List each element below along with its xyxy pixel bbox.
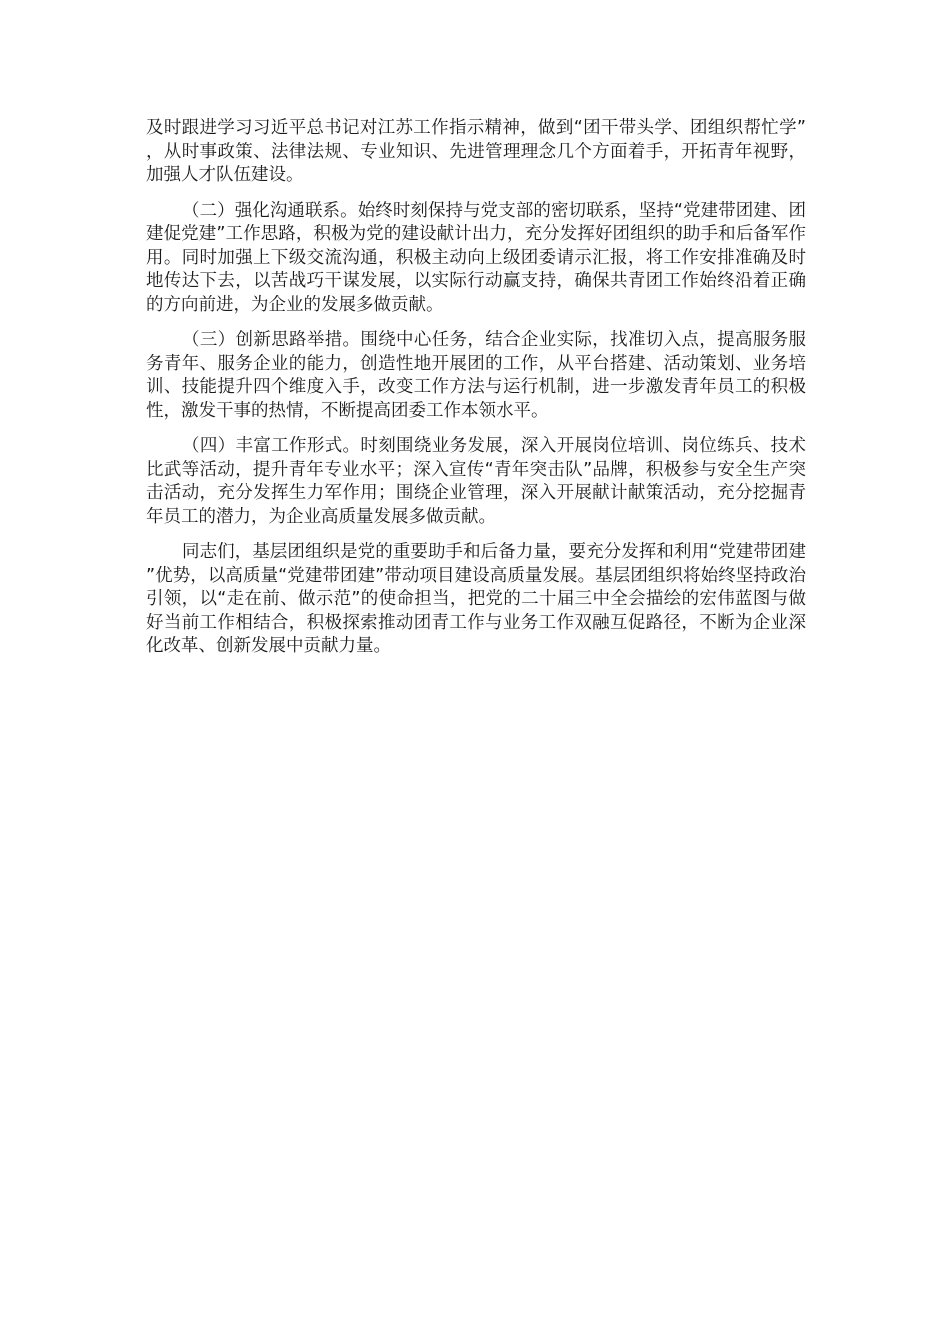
paragraph-2: （二）强化沟通联系。始终时刻保持与党支部的密切联系，坚持“党建带团建、团建促党建”工作思路，积极为党的建设献计出力，充分发挥好团组织的助手和后备军作用。同时加强上下级交流沟通，积极主动向上级团委请示汇报，将工作安排准确及时地传达下去，以苦战巧干谋发展，以实际行动赢支持，确保共青团工作始终沿着正确的方向前进，为企业的发展多做贡献。 <box>146 200 806 315</box>
paragraph-5: 同志们，基层团组织是党的重要助手和后备力量，要充分发挥和利用“党建带团建”优势，以高质量“党建带团建”带动项目建设高质量发展。基层团组织将始终坚持政治引领，以“走在前、做示范”的使命担当，把党的二十届三中全会描绘的宏伟蓝图与做好当前工作相结合，积极探索推动团青工作与业务工作双融互促路径，不断为企业深化改革、创新发展中贡献力量。 <box>146 542 806 656</box>
paragraph-3: （三）创新思路举措。围绕中心任务，结合企业实际，找准切入点，提高服务服务青年、服务企业的能力，创造性地开展团的工作，从平台搭建、活动策划、业务培训、技能提升四个维度入手，改变工作方法与运行机制，进一步激发青年员工的积极性，激发干事的热情，不断提高团委工作本领水平。 <box>146 330 806 421</box>
document-body <box>146 117 806 671</box>
paragraph-1: 及时跟进学习习近平总书记对江苏工作指示精神，做到“团干带头学、团组织帮忙学”，从时事政策、法律法规、专业知识、先进管理理念几个方面着手，开拓青年视野，加强人才队伍建设。 <box>146 118 806 185</box>
paragraph-4: （四）丰富工作形式。时刻围绕业务发展，深入开展岗位培训、岗位练兵、技术比武等活动，提升青年专业水平；深入宣传“青年突击队”品牌，积极参与安全生产突击活动，充分发挥生力军作用；围绕企业管理，深入开展献计献策活动，充分挖掘青年员工的潜力，为企业高质量发展多做贡献。 <box>146 436 806 527</box>
